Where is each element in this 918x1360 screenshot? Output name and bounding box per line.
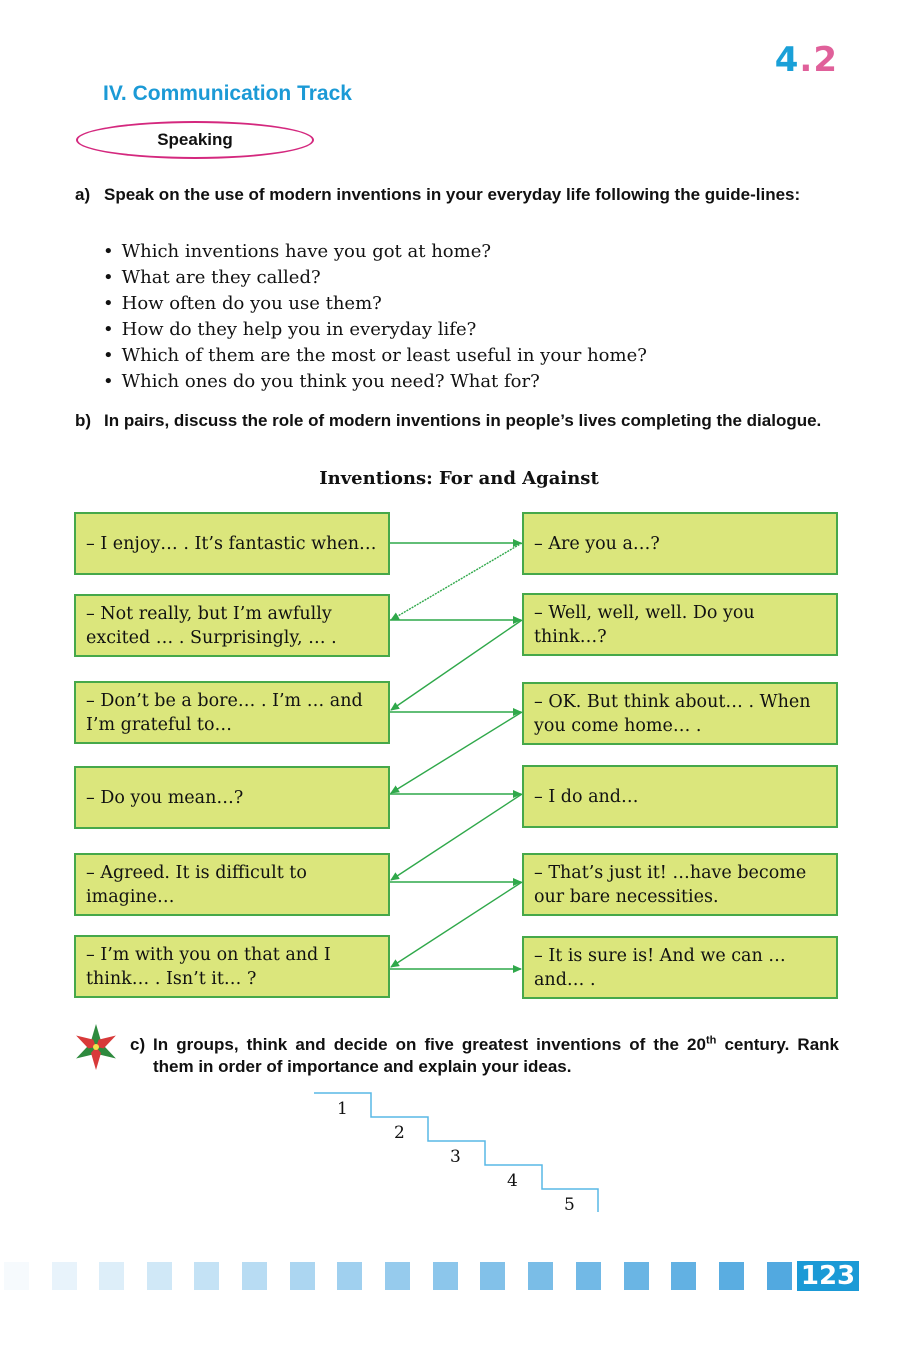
dialogue-left-2: – Not really, but I’m awfully excited … . Surprisingly, … . xyxy=(74,594,390,657)
unit-dot: . xyxy=(799,40,814,80)
task-b-label: b) xyxy=(75,411,92,430)
unit-minor: 2 xyxy=(813,40,838,80)
decor-square xyxy=(337,1262,362,1290)
decor-square xyxy=(52,1262,77,1290)
dialogue-left-4: – Do you mean…? xyxy=(74,766,390,829)
decor-square xyxy=(290,1262,315,1290)
list-item: • Which ones do you think you need? What for? xyxy=(103,369,647,395)
dialogue-right-3: – OK. But think about… . When you come home… . xyxy=(522,682,838,745)
decor-square xyxy=(433,1262,458,1290)
section-title: IV. Communication Track xyxy=(103,82,352,105)
dialogue-left-3: – Don’t be a bore… . I’m … and I’m grateful to… xyxy=(74,681,390,744)
decor-square xyxy=(99,1262,124,1290)
decor-square xyxy=(576,1262,601,1290)
decor-square xyxy=(147,1262,172,1290)
task-a-label: a) xyxy=(75,185,91,204)
decor-square xyxy=(624,1262,649,1290)
dialogue-left-5: – Agreed. It is difficult to imagine… xyxy=(74,853,390,916)
dialogue-left-1: – I enjoy… . It’s fantastic when… xyxy=(74,512,390,575)
task-b-text: In pairs, discuss the role of modern inventions in people’s lives completing the dialogue. xyxy=(104,411,822,430)
dialogue-right-2: – Well, well, well. Do you think…? xyxy=(522,593,838,656)
dialogue-right-1: – Are you a…? xyxy=(522,512,838,575)
list-item: • Which of them are the most or least useful in your home? xyxy=(103,343,647,369)
decor-square xyxy=(719,1262,744,1290)
decor-square xyxy=(767,1262,792,1290)
dialogue-right-6: – It is sure is! And we can … and… . xyxy=(522,936,838,999)
decor-square xyxy=(671,1262,696,1290)
task-c-text-after: century. Rank them in order of importance and explain your ideas. xyxy=(153,1035,839,1076)
dialogue-right-5: – That’s just it! …have become our bare necessities. xyxy=(522,853,838,916)
list-item: • Which inventions have you got at home? xyxy=(103,239,647,265)
list-item: • How do they help you in everyday life? xyxy=(103,317,647,343)
task-c-sup: th xyxy=(705,1034,717,1047)
skill-label: Speaking xyxy=(157,130,233,149)
list-item: • What are they called? xyxy=(103,265,647,291)
decor-square xyxy=(385,1262,410,1290)
list-item: • How often do you use them? xyxy=(103,291,647,317)
task-a-text: Speak on the use of modern inventions in your everyday life following the guide-lines: xyxy=(104,185,801,204)
dialogue-left-6: – I’m with you on that and I think… . Isn’t it… ? xyxy=(74,935,390,998)
decor-square xyxy=(242,1262,267,1290)
decor-square xyxy=(528,1262,553,1290)
dialogue-title: Inventions: For and Against xyxy=(319,468,599,489)
task-c-text-before: In groups, think and decide on five greatest inventions of the 20 xyxy=(153,1035,706,1054)
page-number: 123 xyxy=(797,1261,859,1291)
rank-4: 4 xyxy=(507,1171,518,1191)
rank-1: 1 xyxy=(337,1099,348,1119)
decor-square xyxy=(4,1262,29,1290)
task-c-label: c) xyxy=(130,1035,146,1054)
rank-5: 5 xyxy=(564,1195,575,1215)
rank-2: 2 xyxy=(394,1123,405,1143)
dialogue-right-4: – I do and… xyxy=(522,765,838,828)
decor-square xyxy=(480,1262,505,1290)
unit-major: 4 xyxy=(774,40,800,80)
rank-3: 3 xyxy=(450,1147,461,1167)
decor-square xyxy=(194,1262,219,1290)
